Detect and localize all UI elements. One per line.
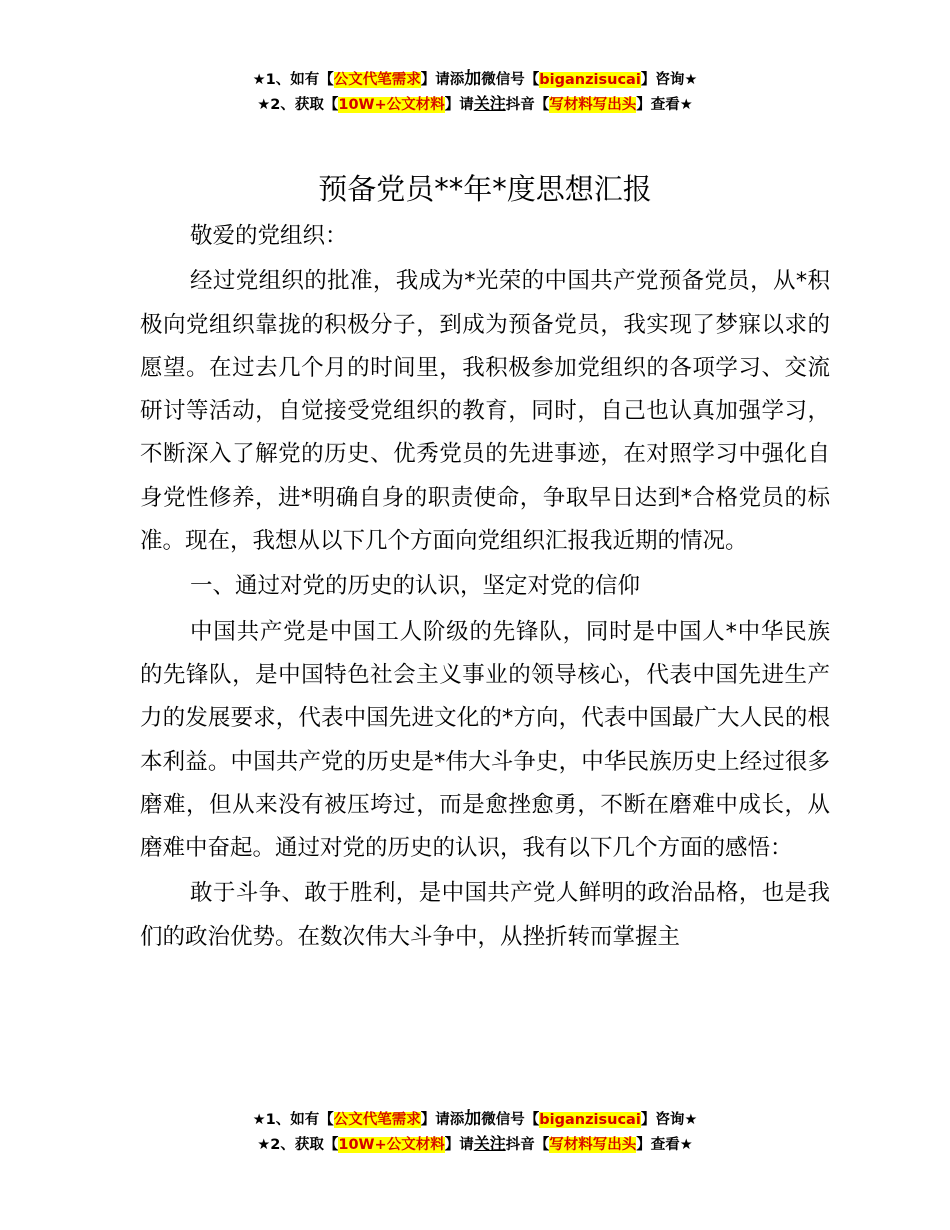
banner-emphasis: 加 xyxy=(464,69,482,89)
header-banner xyxy=(0,67,950,117)
paragraph: 经过党组织的批准，我成为*光荣的中国共产党预备党员，从*积极向党组织靠拢的积极分子，到成为预备党员，我实现了梦寐以求的愿望。在过去几个月的时间里，我积极参加党组织的各项学习、交流研讨等活动，自觉接受党组织的教育，同时，自己也认真加强学习，不断深入了解党的历史、优秀党员的先进事迹，在对照学习中强化自身党性修养，进*明确自身的职责使命，争取早日达到*合格党员的标准。现在，我想从以下几个方面向党组织汇报我近期的情况。 xyxy=(140,268,830,555)
banner-text: ★2、获取【 xyxy=(257,97,339,113)
section-heading: 一、通过对党的历史的认识，坚定对党的信仰 xyxy=(190,573,641,600)
banner-text: ★1、如有【 xyxy=(252,72,334,88)
banner-text: 】咨询★ xyxy=(640,72,698,88)
highlight-douyin-account: 写材料写出头 xyxy=(549,1137,637,1153)
paragraph: 中国共产党是中国工人阶级的先锋队，同时是中国人*中华民族的先锋队，是中国特色社会主义事业的领导核心，代表中国先进生产力的发展要求，代表中国先进文化的*方向，代表中国最广大人民的根本利益。中国共产党的历史是*伟大斗争史，中华民族历史上经过很多磨难，但从来没有被压垮过，而是愈挫愈勇，不断在磨难中成长，从磨难中奋起。通过对党的历史的认识，我有以下几个方面的感悟： xyxy=(140,618,830,862)
banner-emphasis: 加 xyxy=(464,1109,482,1129)
banner-text: 抖音【 xyxy=(505,1137,550,1153)
banner-text: 】请 xyxy=(444,97,474,113)
highlight-service: 公文代笔需求 xyxy=(333,72,421,88)
banner-text: 】查看★ xyxy=(636,1137,693,1153)
highlight-service: 公文代笔需求 xyxy=(333,1112,421,1128)
banner-text: 微信号【 xyxy=(481,72,540,88)
banner-text: 】请添 xyxy=(420,1112,465,1128)
banner-emphasis: 关注 xyxy=(473,94,506,113)
banner-line-2 xyxy=(0,92,950,117)
paragraph: 敢于斗争、敢于胜利，是中国共产党人鲜明的政治品格，也是我们的政治优势。在数次伟大斗争中，从挫折转而掌握主 xyxy=(140,880,830,950)
document-body xyxy=(140,163,830,961)
banner-text: ★2、获取【 xyxy=(257,1137,339,1153)
banner-text: 】咨询★ xyxy=(640,1112,698,1128)
banner-text: 】请 xyxy=(444,1137,474,1153)
document-title: 预备党员**年*度思想汇报 xyxy=(318,172,652,206)
banner-line-2 xyxy=(0,1132,950,1157)
highlight-wechat-id: biganzisucai xyxy=(539,1112,641,1128)
banner-text: ★1、如有【 xyxy=(252,1112,334,1128)
banner-line-1 xyxy=(0,67,950,92)
banner-line-1 xyxy=(0,1107,950,1132)
salutation: 敬爱的党组织： xyxy=(190,223,348,249)
banner-text: 抖音【 xyxy=(505,97,550,113)
banner-text: 】请添 xyxy=(420,72,465,88)
highlight-douyin-account: 写材料写出头 xyxy=(549,97,637,113)
footer-banner xyxy=(0,1107,950,1157)
highlight-wechat-id: biganzisucai xyxy=(539,72,641,88)
highlight-materials: 10W+公文材料 xyxy=(338,97,445,113)
banner-emphasis: 关注 xyxy=(473,1134,506,1153)
highlight-materials: 10W+公文材料 xyxy=(338,1137,445,1153)
banner-text: 微信号【 xyxy=(481,1112,540,1128)
banner-text: 】查看★ xyxy=(636,97,693,113)
